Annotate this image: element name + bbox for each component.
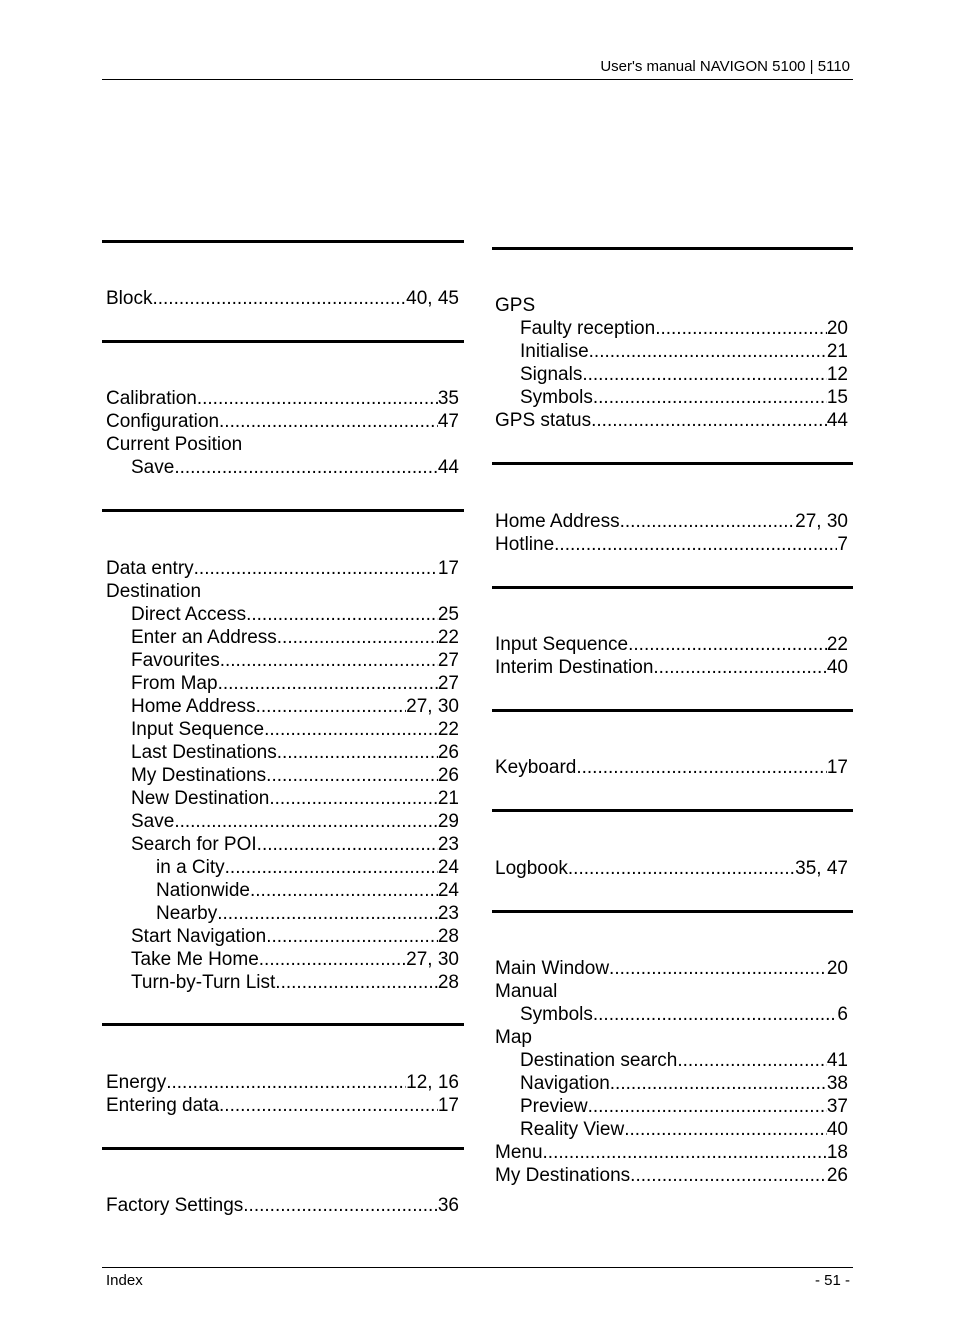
section-rule [102, 340, 464, 343]
index-entry: Keyboard ..... 17 [495, 756, 848, 779]
index-entry: Logbook ..... 35, 47 [495, 857, 848, 880]
index-heading: Destination [106, 581, 202, 602]
index-entry: Calibration ..... 35 [106, 387, 459, 410]
index-subentry: Start Navigation ..... 28 [131, 925, 459, 948]
section-rule [102, 1023, 464, 1026]
index-subentry: Initialise ..... 21 [520, 340, 848, 363]
index-entry: Block ..... 40, 45 [106, 287, 459, 310]
page-footer [102, 1267, 853, 1289]
index-heading: Current Position [106, 434, 243, 455]
index-subentry: Last Destinations ..... 26 [131, 741, 459, 764]
index-subentry: My Destinations ..... 26 [131, 764, 459, 787]
section-rule [102, 1147, 464, 1150]
index-entry: Home Address ..... 27, 30 [495, 510, 848, 533]
index-subentry: New Destination ..... 21 [131, 787, 459, 810]
index-subentry: Preview ..... 37 [520, 1095, 848, 1118]
index-subentry: Navigation ..... 38 [520, 1072, 848, 1095]
index-heading: GPS [495, 295, 536, 316]
index-entry: GPS status ..... 44 [495, 409, 848, 432]
index-subsubentry: Nationwide ..... 24 [156, 879, 459, 902]
index-heading: Manual [495, 981, 558, 1002]
index-subentry: Turn-by-Turn List ..... 28 [131, 971, 459, 994]
index-subentry: Faulty reception ..... 20 [520, 317, 848, 340]
index-subentry: Signals ..... 12 [520, 363, 848, 386]
page-header [102, 58, 853, 80]
index-subentry: Enter an Address ..... 22 [131, 626, 459, 649]
index-entry: Data entry ..... 17 [106, 557, 459, 580]
index-entry: My Destinations ..... 26 [495, 1164, 848, 1187]
index-subsubentry: Nearby ..... 23 [156, 902, 459, 925]
index-entry: Interim Destination ..... 40 [495, 656, 848, 679]
section-rule [492, 462, 853, 465]
section-rule [492, 910, 853, 913]
section-rule [102, 240, 464, 243]
section-rule [492, 586, 853, 589]
index-subentry: Save ..... 29 [131, 810, 459, 833]
index-subentry: Favourites ..... 27 [131, 649, 459, 672]
index-subentry: Home Address ..... 27, 30 [131, 695, 459, 718]
manual-title: User's manual NAVIGON 5100 | 5110 [600, 58, 850, 75]
index-subentry: Save ..... 44 [131, 456, 459, 479]
index-subsubentry: in a City ..... 24 [156, 856, 459, 879]
index-subentry: Input Sequence ..... 22 [131, 718, 459, 741]
index-subentry: Destination search ..... 41 [520, 1049, 848, 1072]
index-entry: Menu ..... 18 [495, 1141, 848, 1164]
index-entry: Configuration ..... 47 [106, 410, 459, 433]
index-subentry: Direct Access ..... 25 [131, 603, 459, 626]
section-rule [492, 809, 853, 812]
page-number: - 51 - [814, 1272, 850, 1289]
index-entry: Main Window ..... 20 [495, 957, 848, 980]
index-subentry: From Map ..... 27 [131, 672, 459, 695]
index-entry: Input Sequence ..... 22 [495, 633, 848, 656]
section-rule [492, 247, 853, 250]
section-rule [102, 509, 464, 512]
index-heading: Map [495, 1027, 532, 1048]
index-subentry: Symbols ..... 15 [520, 386, 848, 409]
index-entry: Hotline ..... 7 [495, 533, 848, 556]
index-subentry: Search for POI ..... 23 [131, 833, 459, 856]
index-entry: Entering data ..... 17 [106, 1094, 459, 1117]
index-entry: Energy ..... 12, 16 [106, 1071, 459, 1094]
index-subentry: Take Me Home ..... 27, 30 [131, 948, 459, 971]
index-subentry: Symbols ..... 6 [520, 1003, 848, 1026]
footer-section: Index [106, 1272, 143, 1289]
index-entry: Factory Settings ..... 36 [106, 1194, 459, 1217]
index-subentry: Reality View ..... 40 [520, 1118, 848, 1141]
section-rule [492, 709, 853, 712]
